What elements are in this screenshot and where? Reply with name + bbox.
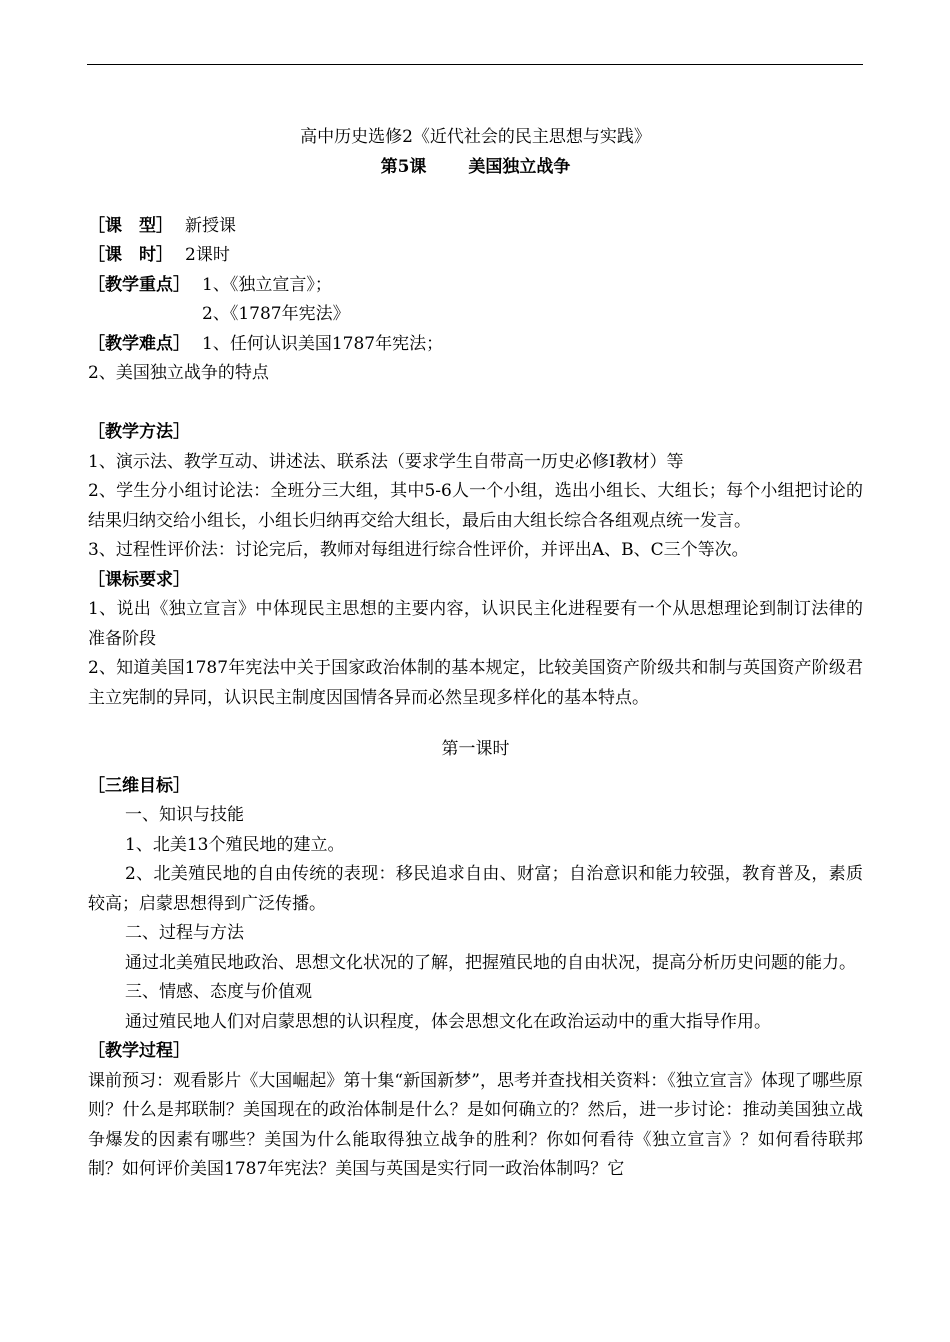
emotion-heading: 三、情感、态度与价值观 xyxy=(125,982,312,1002)
difficulty-item-1: 1、任何认识美国1787年宪法； xyxy=(202,333,444,354)
lesson-title xyxy=(88,153,863,183)
first-lesson-label: 第一课时 xyxy=(441,739,510,759)
focus-key: ［教学重点］ xyxy=(88,274,190,295)
knowledge-heading: 一、知识与技能 xyxy=(125,805,244,825)
document-title: 高中历史选修2《近代社会的民主思想与实践》 xyxy=(300,127,651,147)
standards-heading: ［课标要求］ xyxy=(88,569,190,590)
teaching-process-heading: ［教学过程］ xyxy=(88,1041,190,1061)
type-value: 新授课 xyxy=(185,215,236,236)
header-rule xyxy=(87,64,863,65)
standards-item-1: 1、说出《独立宣言》中体现民主思想的主要内容，认识民主化进程要有一个从思想理论到制订法律的准备阶段 xyxy=(88,599,863,649)
difficulty-item-2: 2、美国独立战争的特点 xyxy=(88,363,269,383)
document-body xyxy=(88,123,863,1185)
emotion-text: 通过殖民地人们对启蒙思想的认识程度，体会思想文化在政治运动中的重大指导作用。 xyxy=(125,1011,771,1032)
standards-item-2: 2、知道美国1787年宪法中关于国家政治体制的基本规定，比较美国资产阶级共和制与英国资产阶级君主立宪制的异同，认识民主制度因国情各异而必然呈现多样化的基本特点。 xyxy=(88,658,863,708)
difficulty-key: ［教学难点］ xyxy=(88,333,190,354)
lesson-number: 第5课 xyxy=(380,156,427,177)
meta-hours xyxy=(88,241,863,271)
methods-item-3: 3、过程性评价法：讨论完后，教师对每组进行综合性评价，并评出A、B、C三个等次。 xyxy=(88,540,749,560)
methods-heading: ［教学方法］ xyxy=(88,422,190,442)
spacer xyxy=(88,182,863,212)
hours-key: ［课 时］ xyxy=(88,245,173,265)
process-method-heading: 二、过程与方法 xyxy=(125,923,244,943)
meta-type xyxy=(88,212,863,242)
methods-item-1: 1、演示法、教学互动、讲述法、联系法（要求学生自带高一历史必修I教材）等 xyxy=(88,451,684,472)
methods-item-2: 2、学生分小组讨论法：全班分三大组，其中5-6人一个小组，选出小组长、大组长；每个小组把讨论的结果归纳交给小组长，小组长归纳再交给大组长，最后由大组长综合各组观点统一发言。 xyxy=(88,481,863,531)
focus-item-1: 1、《独立宣言》； xyxy=(202,274,332,295)
meta-focus xyxy=(88,271,863,301)
spacer xyxy=(88,389,863,419)
meta-difficulty xyxy=(88,330,863,360)
spacer xyxy=(88,765,863,772)
type-key: ［课 型］ xyxy=(88,215,173,236)
spacer xyxy=(88,713,863,735)
process-method-text: 通过北美殖民地政治、思想文化状况的了解，把握殖民地的自由状况，提高分析历史问题的能力。 xyxy=(125,952,856,973)
knowledge-item-2: 2、北美殖民地的自由传统的表现：移民追求自由、财富；自治意识和能力较强，教育普及，素质较高；启蒙思想得到广泛传播。 xyxy=(88,864,863,914)
goals-heading: ［三维目标］ xyxy=(88,775,190,796)
hours-value: 2课时 xyxy=(185,245,230,265)
knowledge-item-1: 1、北美13个殖民地的建立。 xyxy=(125,834,345,855)
focus-item-2: 2、《1787年宪法》 xyxy=(202,304,350,324)
teaching-process-preview: 课前预习：观看影片《大国崛起》第十集“新国新梦”，思考并查找相关资料：《独立宣言》体现了哪些原则？什么是邦联制？美国现在的政治体制是什么？是如何确立的？然后，进一步讨论：推动美国独立战争爆发的因素有哪些？美国为什么能取得独立战争的胜利？你如何看待《独立宣言》？如何看待联邦制？如何评价美国1787年宪法？美国与英国是实行同一政治体制吗？它 xyxy=(88,1070,863,1179)
lesson-name: 美国独立战争 xyxy=(468,156,571,177)
